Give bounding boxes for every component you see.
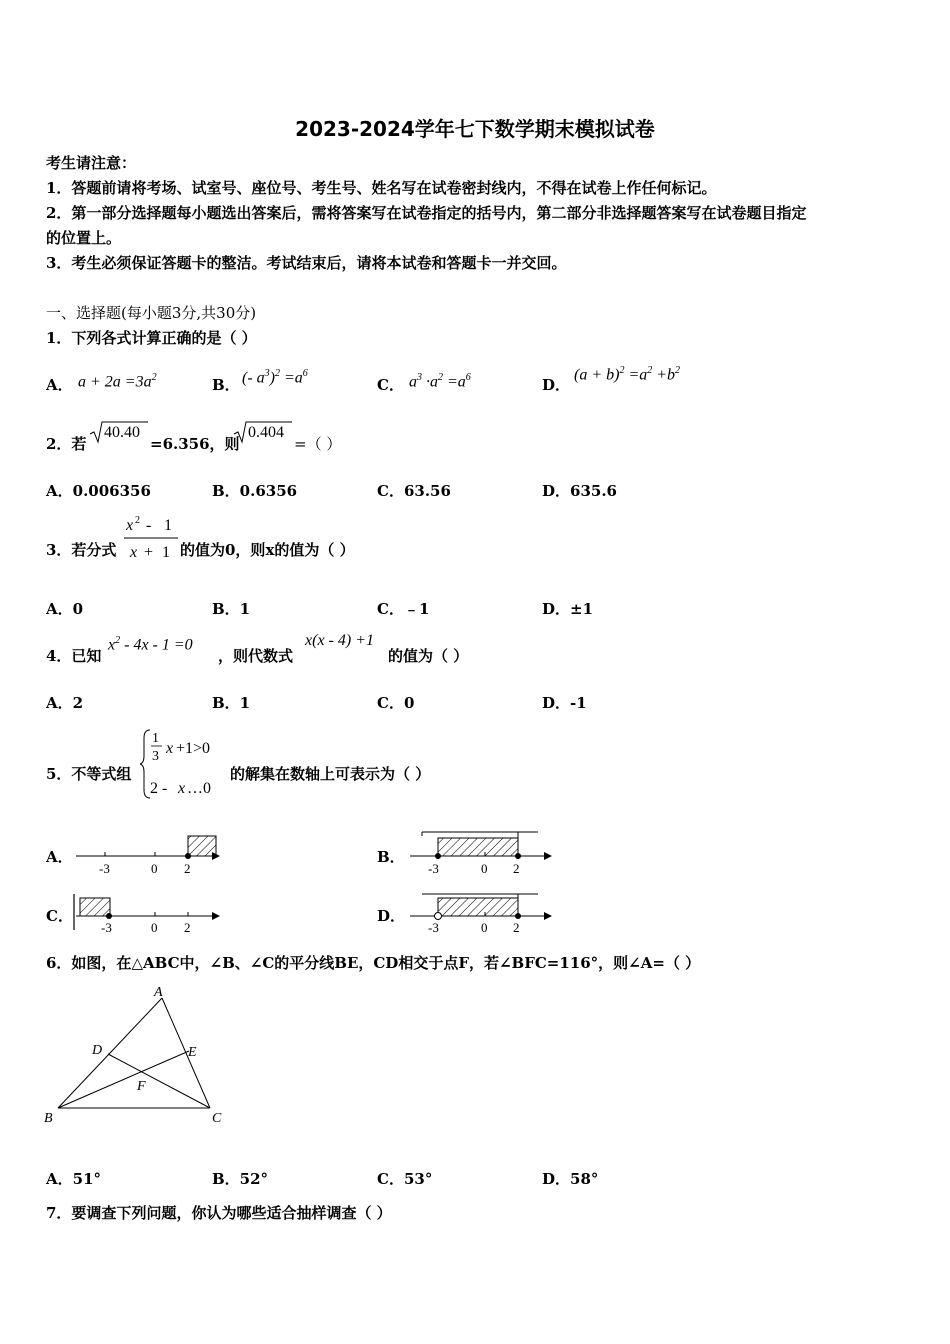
q4-equation: $x^2 - 4x - 1 =0$ [108, 635, 193, 654]
question-4-prefix: 4．已知 [46, 647, 102, 665]
svg-text:-: - [146, 517, 152, 534]
question-4-mid: ，则代数式 [218, 647, 294, 665]
tick-label: 2 [513, 861, 520, 876]
q5-option-c-numberline[interactable] [74, 894, 220, 935]
q4-option-d: D．-1 [542, 694, 587, 712]
q4-expression: x(x - 4) +1 [305, 632, 374, 649]
q2-option-d: D．635.6 [542, 482, 617, 500]
q3-option-b: B．1 [212, 600, 251, 618]
question-2-mid: =6.356，则 [150, 435, 240, 453]
question-5-prefix: 5．不等式组 [46, 765, 132, 783]
q2-option-a: A．0.006356 [46, 482, 151, 500]
svg-text:2: 2 [135, 515, 140, 526]
svg-text:1: 1 [152, 731, 159, 746]
q2-radicand-1: 40.40 [104, 424, 140, 441]
point-f-label: F [137, 1079, 146, 1094]
q5-option-a-label: A． [46, 848, 73, 866]
q3-option-a: A．0 [46, 600, 84, 618]
q6-option-a: A．51° [46, 1170, 102, 1188]
question-1-stem: 1．下列各式计算正确的是（ ） [46, 329, 257, 347]
q2-radicand-2: 0.404 [248, 424, 284, 441]
question-3-suffix: 的值为0，则x的值为（ ） [180, 541, 355, 559]
question-2-suffix: =（ ） [294, 435, 342, 453]
notice-heading: 考生请注意： [46, 154, 137, 172]
svg-text:…0: …0 [187, 780, 211, 797]
tick-label: -3 [428, 861, 439, 876]
q3-option-c: C．﹣1 [377, 600, 430, 618]
svg-text:+: + [144, 544, 154, 561]
q6-triangle-figure [40, 980, 240, 1130]
q5-option-b-label: B． [377, 848, 405, 866]
tick-label: 2 [184, 920, 191, 935]
q2-option-b: B．0.6356 [212, 482, 298, 500]
q5-option-d-numberline[interactable] [410, 894, 552, 935]
point-a-label: A [154, 985, 163, 1000]
notice-item: 的位置上。 [46, 229, 122, 247]
question-4-suffix: 的值为（ ） [388, 647, 469, 665]
q5-option-b-numberline[interactable] [410, 832, 552, 876]
svg-text:3: 3 [152, 749, 159, 764]
side-ac [162, 998, 210, 1108]
svg-text:2 -: 2 - [150, 780, 168, 797]
tick-label: 0 [151, 920, 158, 935]
svg-text:1: 1 [162, 544, 170, 561]
point-c-label: C [212, 1111, 222, 1126]
q1-option-c-label: C． [377, 376, 404, 394]
q1-option-a-label: A． [46, 376, 73, 394]
tick-label: 0 [481, 861, 488, 876]
tick-label: -3 [428, 920, 439, 935]
notice-item: 3．考生必须保证答题卡的整洁。考试结束后，请将本试卷和答题卡一并交回。 [46, 254, 567, 272]
side-ba [58, 998, 162, 1108]
svg-text:x: x [126, 517, 134, 534]
tick-label: 0 [481, 920, 488, 935]
bisector-be [58, 1051, 189, 1108]
q6-option-c: C．53° [377, 1170, 433, 1188]
section-heading: 一、选择题(每小题3分,共30分) [46, 304, 257, 322]
svg-text:x: x [178, 780, 186, 797]
q1-option-b-expr: (- $a^3)^2 =a^6$ [242, 368, 308, 387]
question-7-stem: 7．要调查下列问题，你认为哪些适合抽样调查（ ） [46, 1204, 392, 1222]
q4-option-b: B．1 [212, 694, 251, 712]
point-d-label: D [92, 1043, 103, 1058]
question-6-stem: 6．如图，在△ABC中，∠B、∠C的平分线BE，CD相交于点F，若∠BFC=116°，则∠A=（ ） [46, 954, 701, 972]
svg-text:+1>0: +1>0 [176, 740, 211, 757]
q1-option-c-expr: $a^3 \cdot a^2 =a^6$ [409, 372, 471, 391]
q2-option-c: C．63.56 [377, 482, 451, 500]
q4-option-c: C．0 [377, 694, 415, 712]
tick-label: 0 [151, 861, 158, 876]
q1-option-a-expr: $a + 2a =3a^2$ [78, 372, 157, 391]
q5-option-d-label: D． [377, 907, 406, 925]
point-b-label: B [44, 1111, 53, 1126]
q1-option-d-expr: $(a + b)^2 =a^2 +b^2$ [574, 365, 681, 384]
notice-item: 1．答题前请将考场、试室号、座位号、考生号、姓名写在试卷密封线内，不得在试卷上作任何标记。 [46, 179, 717, 197]
q5-option-c-label: C． [46, 907, 73, 925]
point-e-label: E [188, 1045, 197, 1060]
question-2-prefix: 2．若 [46, 435, 87, 453]
q6-option-b: B．52° [212, 1170, 269, 1188]
svg-text:x: x [166, 740, 174, 757]
svg-text:1: 1 [164, 517, 172, 534]
tick-label: 2 [184, 861, 191, 876]
q1-option-b-label: B． [212, 376, 240, 394]
page-title: 2023-2024学年七下数学期末模拟试卷 [295, 117, 655, 141]
tick-label: 2 [513, 920, 520, 935]
question-3-prefix: 3．若分式 [46, 541, 117, 559]
q3-option-d: D．±1 [542, 600, 594, 618]
tick-label: -3 [99, 861, 110, 876]
question-5-suffix: 的解集在数轴上可表示为（ ） [230, 765, 431, 783]
q5-option-a-numberline[interactable] [76, 836, 220, 876]
q6-option-d: D．58° [542, 1170, 599, 1188]
svg-text:x: x [130, 544, 138, 561]
q1-option-d-label: D． [542, 376, 571, 394]
notice-item: 2．第一部分选择题每小题选出答案后，需将答案写在试卷指定的括号内，第二部分非选择题答案写在试卷题目指定 [46, 204, 807, 222]
q4-option-a: A．2 [46, 694, 84, 712]
tick-label: -3 [101, 920, 112, 935]
bisector-cd [108, 1054, 210, 1108]
